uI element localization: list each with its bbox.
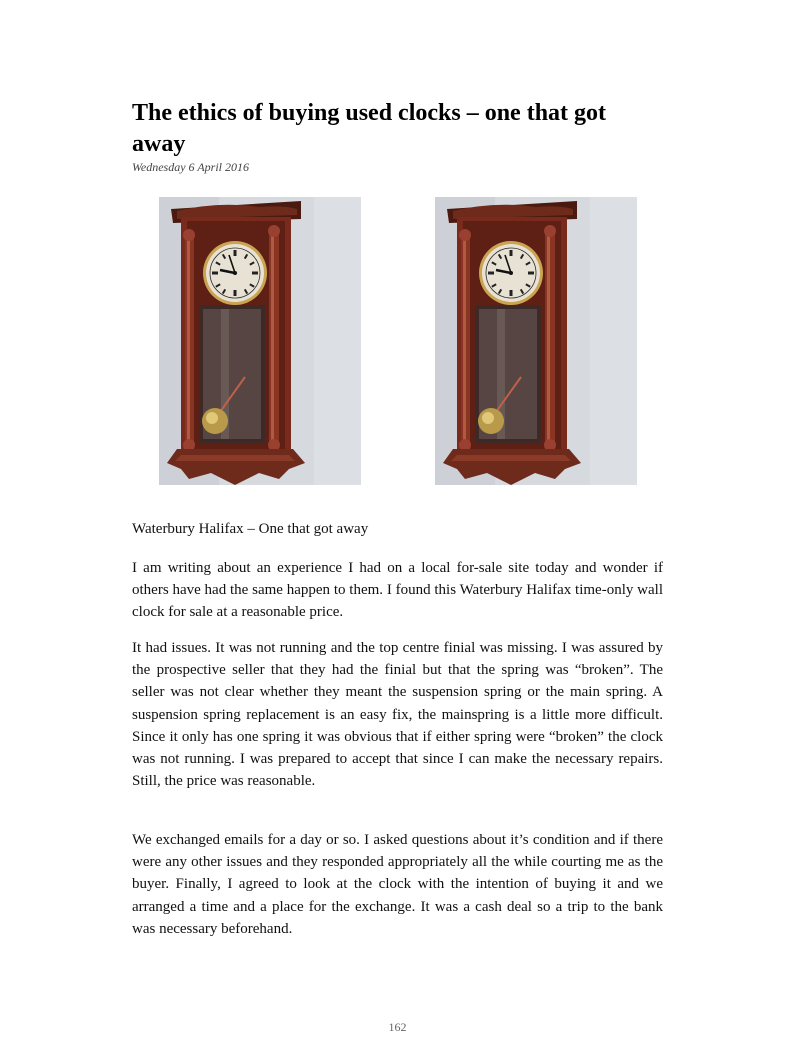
clock-photo-left [159, 197, 361, 485]
photo-caption: Waterbury Halifax – One that got away [132, 521, 369, 537]
article-date: Wednesday 6 April 2016 [132, 160, 249, 174]
article-title: The ethics of buying used clocks – one that got away [132, 100, 607, 157]
paragraph-3: We exchanged emails for a day or so. I asked questions about it’s condition and if there were any other issues and they responded appropriately all the while courting me as the buyer. Finally, I agreed to look at the clock with the intention of buying it and we arranged a time and a place for the exchange. It was a cash deal so a trip to the bank was necessary beforehand. [132, 832, 663, 937]
paragraph-1: I am writing about an experience I had on a local for-sale site today and wonder if others have had the same happen to them. I found this Waterbury Halifax time-only wall clock for sale at a reasonable price. [132, 560, 663, 621]
page-number: 162 [388, 1020, 407, 1034]
clock-photo-right [435, 197, 637, 485]
paragraph-2: It had issues. It was not running and the top centre finial was missing. I was assured by the prospective seller that they had the finial but that the spring was “broken”. The seller was not clear whether they meant the suspension spring or the main spring. A suspension spring replacement is an easy fix, the mainspring is a little more difficult. Since it only has one spring it was obvious that if either spring were “broken” the clock was not running. I was prepared to accept that since I can make the necessary repairs. Still, the price was reasonable. [132, 640, 663, 790]
